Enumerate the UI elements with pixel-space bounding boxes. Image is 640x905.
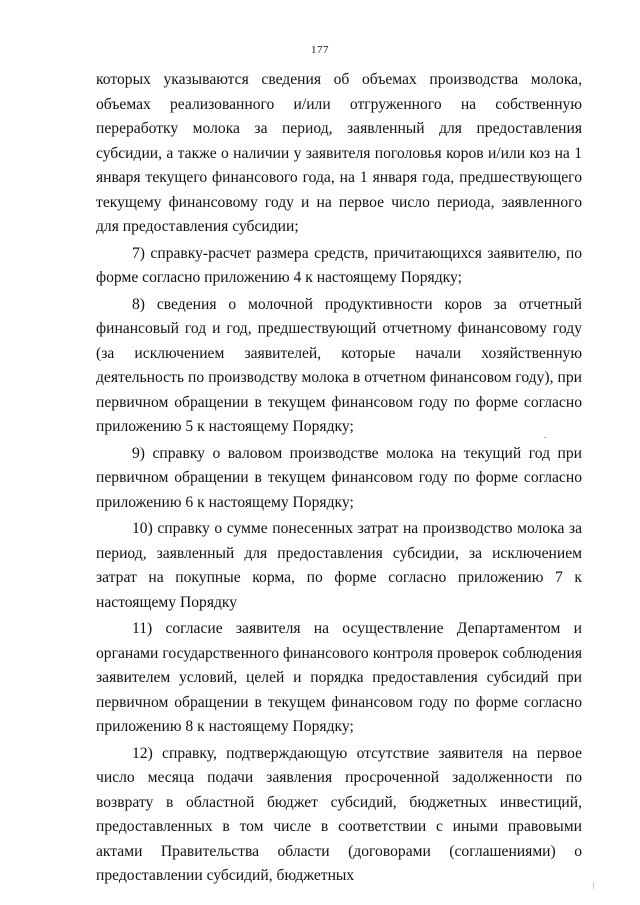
scan-speck <box>544 437 547 438</box>
document-body <box>96 68 582 889</box>
paragraph-item-7: 7) справку-расчет размера средств, причитающихся заявителю, по форме согласно приложению 4 к настоящему Порядку; <box>96 244 582 286</box>
paragraph-item-9: 9) справку о валовом производстве молока на текущий год при первичном обращении в текущем финансовом году по форме согласно приложению 6 к настоящему Порядку; <box>96 444 582 511</box>
scan-edge-mark <box>593 882 594 889</box>
page-number: 177 <box>311 44 329 56</box>
paragraph-item-10: 10) справку о сумме понесенных затрат на производство молока за период, заявленный для предоставления субсидии, за исключением затрат на покупные корма, по форме согласно приложению 7 к настоящему Порядку <box>96 520 582 611</box>
paragraph-item-12: 12) справку, подтверждающую отсутствие заявителя на первое число месяца подачи заявления просроченной задолженности по возврату в областной бюджет субсидий, бюджетных инвестиций, предоставленных в том числе в соответствии с иными правовыми актами Правительства области (договорами (соглашениями) о предоставлении субсидий, бюджетных <box>96 744 582 884</box>
paragraph-continuation: которых указываются сведения об объемах производства молока, объемах реализованного и/или отгруженного на собственную переработку молока за период, заявленный для предоставления субсидии, а также о наличии у заявителя поголовья коров и/или коз на 1 января текущего финансового года, на 1 января года, предшествующего текущему финансовому году и на первое число периода, заявленного для предоставления субсидии; <box>96 71 582 235</box>
paragraph-item-11: 11) согласие заявителя на осуществление Департаментом и органами государственного финансового контроля проверок соблюдения заявителем условий, целей и порядка предоставления субсидий при первичном обращении в текущем финансовом году по форме согласно приложению 8 к настоящему Порядку; <box>96 620 582 735</box>
paragraph-item-8: 8) сведения о молочной продуктивности коров за отчетный финансовый год и год, предшествующий отчетному финансовому году (за исключением заявителей, которые начали хозяйственную деятельность по производству молока в отчетном финансовом году), при первичном обращении в текущем финансовом году по форме согласно приложению 5 к настоящему Порядку; <box>96 295 582 435</box>
